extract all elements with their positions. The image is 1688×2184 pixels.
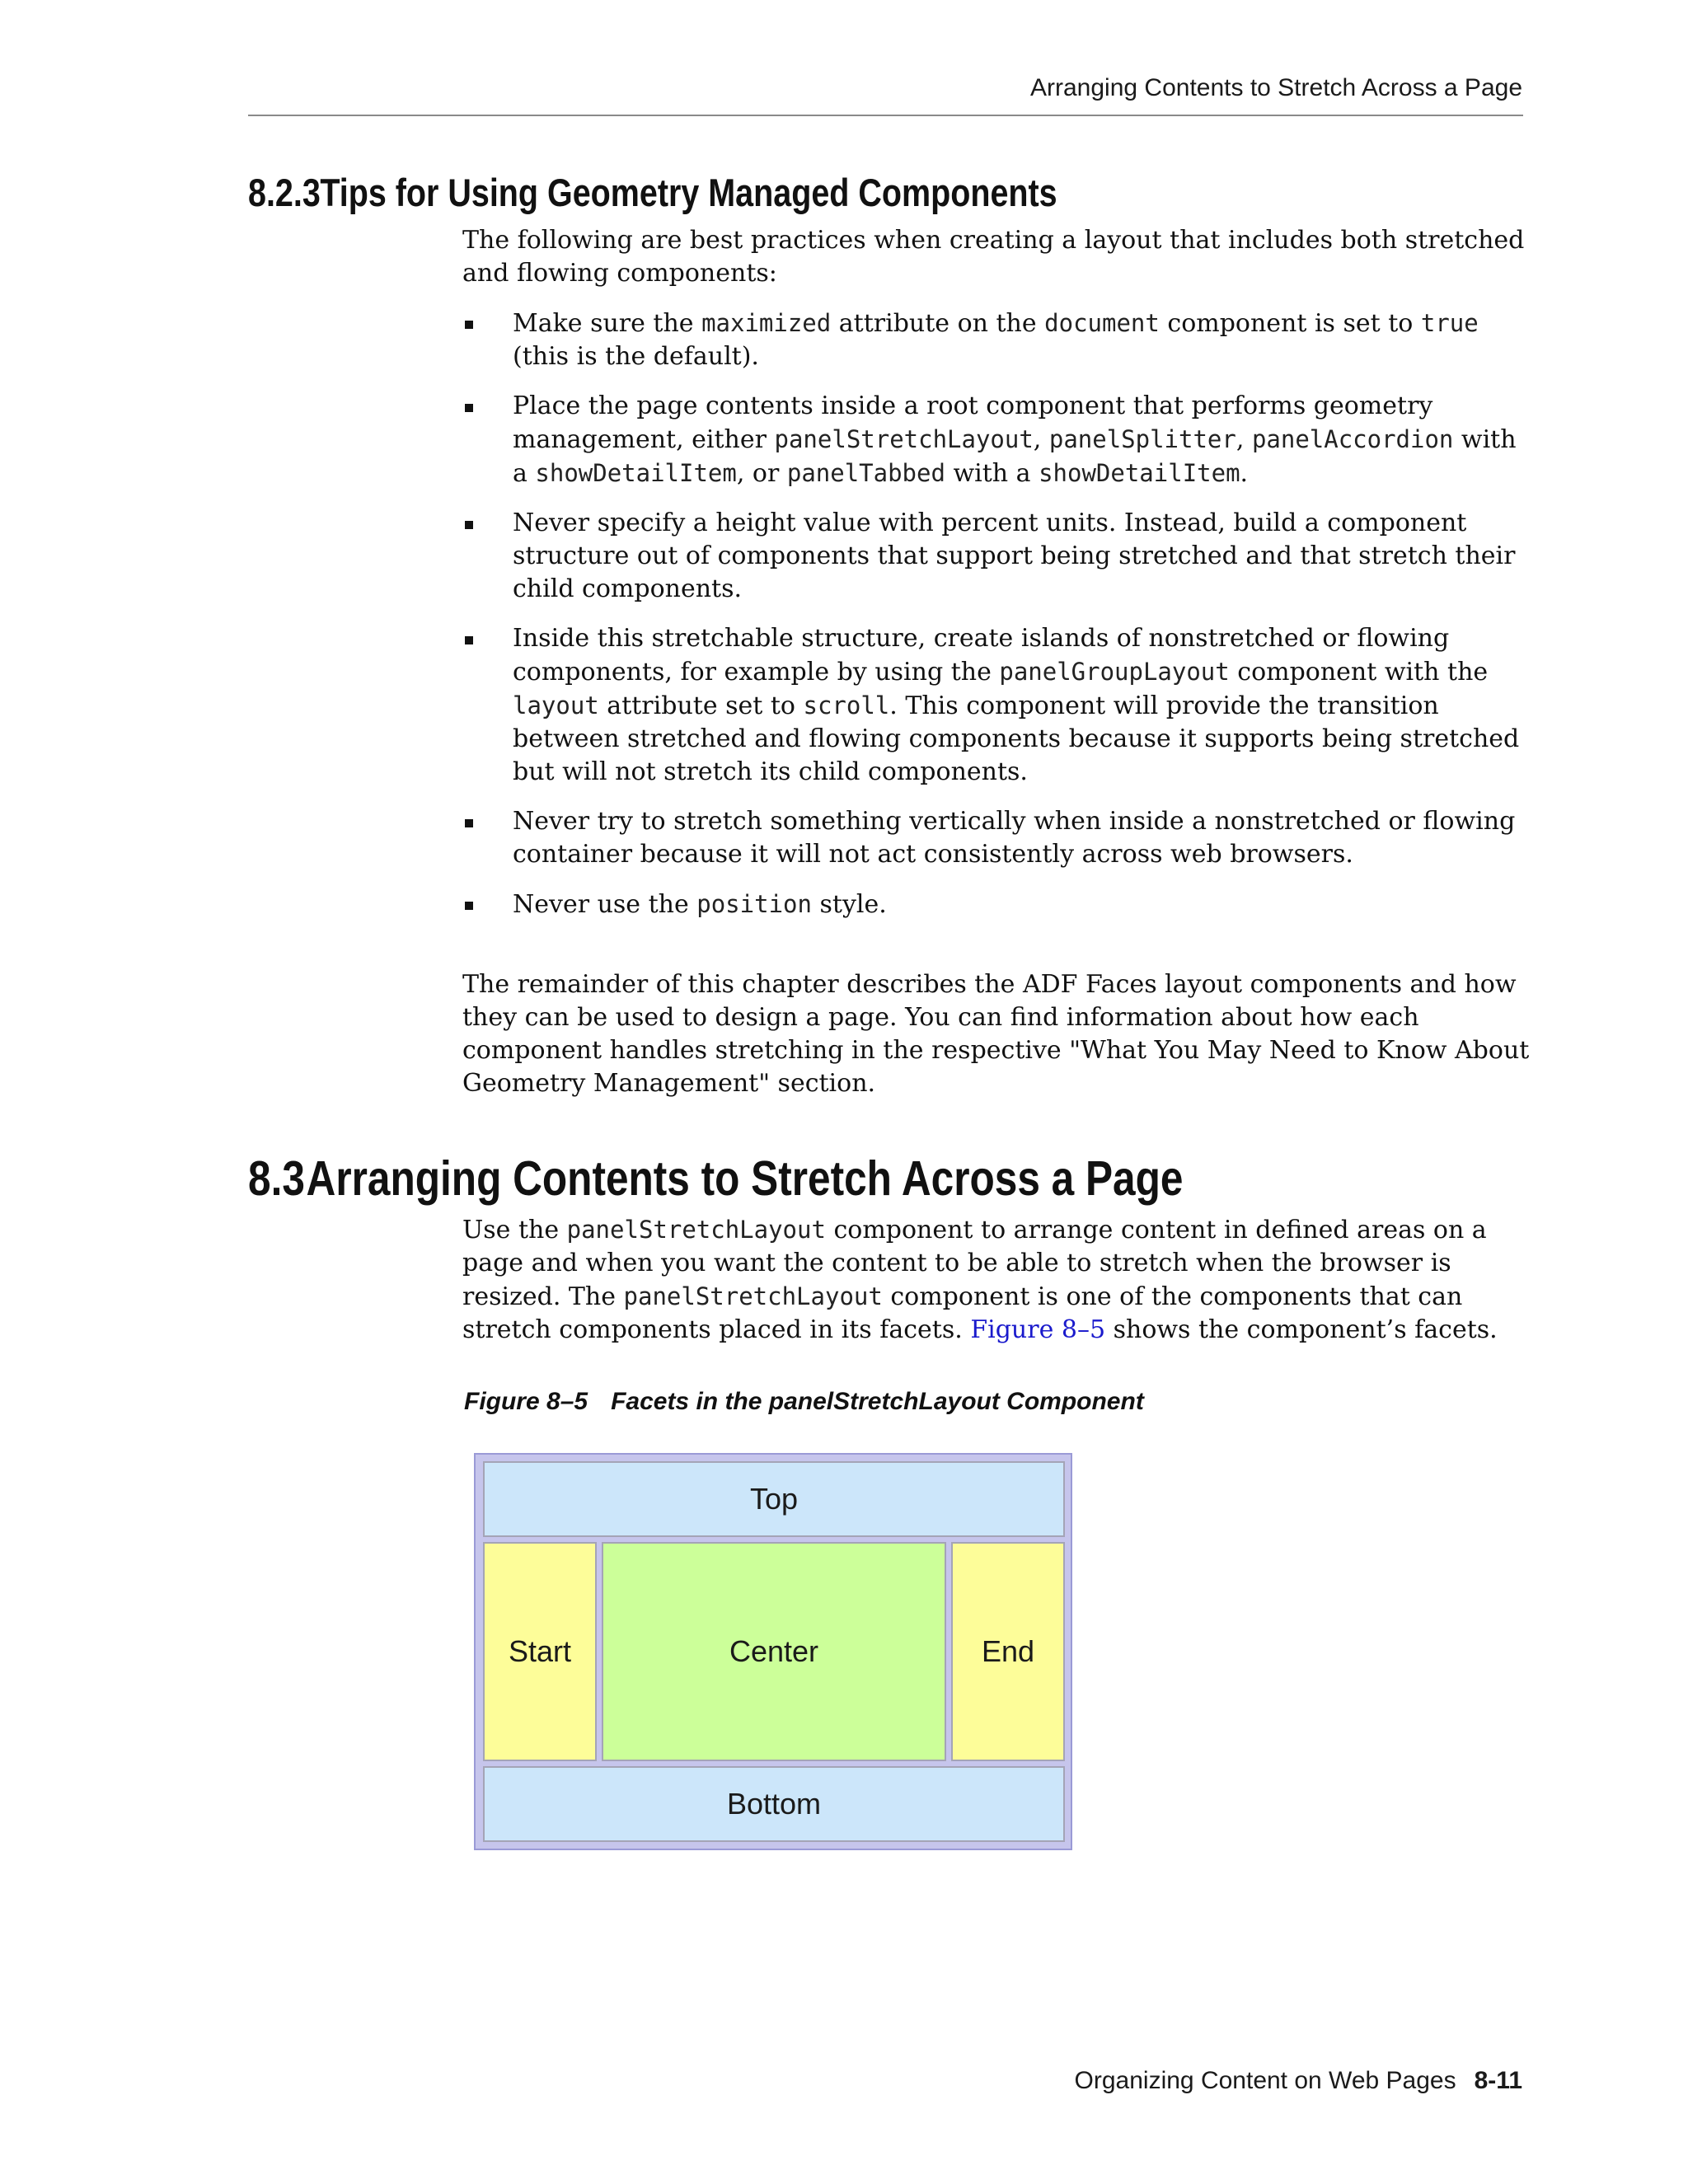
text: (this is the default).	[513, 342, 759, 371]
text: , or	[736, 459, 787, 488]
list-item	[462, 888, 1534, 921]
text: shows the component’s facets.	[1105, 1315, 1498, 1344]
text: with a	[945, 459, 1039, 488]
text: component with the	[1229, 658, 1489, 687]
text: Make sure the	[513, 309, 702, 338]
bullet-icon	[465, 902, 473, 910]
figure-link[interactable]: Figure 8–5	[970, 1315, 1106, 1344]
facet-end: End	[951, 1542, 1065, 1761]
bullet-icon	[465, 321, 473, 329]
section-title: Tips for Using Geometry Managed Components	[320, 171, 1057, 214]
facet-top: Top	[483, 1461, 1065, 1537]
code-term: position	[696, 890, 812, 918]
facet-bottom: Bottom	[483, 1766, 1065, 1842]
code-term: panelGroupLayout	[999, 658, 1230, 686]
text: ,	[1033, 425, 1049, 454]
text: ,	[1236, 425, 1252, 454]
section-number: 8.2.3	[248, 171, 321, 214]
code-term: panelTabbed	[786, 459, 945, 487]
facet-center: Center	[602, 1542, 946, 1761]
text: style.	[811, 890, 887, 919]
list-item	[462, 507, 1534, 606]
text: . This component will provide the transition between stretched and flowing components because it supports being stretched but will not stretch its child components.	[513, 691, 1520, 786]
code-term: scroll	[803, 691, 890, 719]
figure-caption-text: Facets in the panelStretchLayout Component	[611, 1388, 1144, 1415]
list-item	[462, 622, 1534, 789]
code-term: panelStretchLayout	[623, 1282, 883, 1310]
code-term: layout	[513, 691, 599, 719]
text: Use the	[462, 1216, 567, 1244]
bullet-icon	[465, 521, 473, 529]
section-number: 8.3	[248, 1151, 305, 1206]
remainder-block	[462, 968, 1534, 1100]
text: with a	[513, 425, 1517, 488]
bullet-icon	[465, 636, 473, 644]
text: Inside this stretchable structure, create islands of nonstretched or flowing components, for example by using the	[513, 624, 1450, 687]
figure-number: Figure 8–5	[464, 1388, 588, 1415]
text: .	[1240, 459, 1249, 488]
code-term: panelStretchLayout	[774, 425, 1034, 453]
text: attribute on the	[831, 309, 1045, 338]
code-term: true	[1420, 309, 1479, 337]
list-item	[462, 805, 1534, 871]
list-item	[462, 390, 1534, 490]
section-intro	[462, 224, 1534, 290]
text: component is set to	[1159, 309, 1421, 338]
section-title: Arranging Contents to Stretch Across a Page	[306, 1151, 1184, 1206]
panel-stretch-layout-diagram	[474, 1453, 1072, 1850]
section-heading-8-2-3	[248, 170, 1057, 215]
code-term: maximized	[701, 309, 832, 337]
page-footer	[1075, 2067, 1522, 2095]
text: Place the page contents inside a root component that performs geometry management, either	[513, 391, 1433, 454]
intro-paragraph	[462, 1213, 1534, 1347]
running-header: Arranging Contents to Stretch Across a Page	[1030, 74, 1522, 101]
code-term: showDetailItem	[1039, 459, 1240, 487]
bullet-icon	[465, 404, 473, 412]
section-heading-8-3	[248, 1151, 1183, 1207]
intro-paragraph: The following are best practices when creating a layout that includes both stretched and flowing components:	[462, 226, 1525, 288]
bullet-icon	[465, 819, 473, 827]
page-number: 8-11	[1474, 2067, 1522, 2094]
list-item	[462, 307, 1534, 373]
header-rule	[248, 115, 1523, 116]
code-term: panelSplitter	[1048, 425, 1236, 453]
text: attribute set to	[598, 691, 804, 720]
text: component is one of the components that can stretch components placed in its facets.	[462, 1282, 1463, 1344]
code-term: showDetailItem	[535, 459, 737, 487]
remainder-paragraph: The remainder of this chapter describes the ADF Faces layout components and how they can be used to design a page. You can find information about how each component handles stretching in the respective "What You May Need to Know About Geometry Management" section.	[462, 970, 1530, 1098]
code-term: document	[1044, 309, 1160, 337]
code-term: panelStretchLayout	[566, 1216, 826, 1244]
best-practices-list	[462, 307, 1534, 938]
text: Never specify a height value with percent units. Instead, build a component structure out of components that support being stretched and that stretch their child components.	[513, 509, 1516, 603]
footer-book-title: Organizing Content on Web Pages	[1074, 2067, 1456, 2094]
code-term: panelAccordion	[1251, 425, 1454, 453]
section-8-3-intro	[462, 1213, 1534, 1347]
figure-caption	[464, 1388, 1144, 1416]
text: component to arrange content in defined areas on a page and when you want the content to be able to stretch when the browser is resized. The	[462, 1216, 1487, 1311]
facet-start: Start	[483, 1542, 597, 1761]
text: Never try to stretch something vertically when inside a nonstretched or flowing container because it will not act consistently across web browsers.	[513, 807, 1516, 869]
text: Never use the	[513, 890, 697, 919]
